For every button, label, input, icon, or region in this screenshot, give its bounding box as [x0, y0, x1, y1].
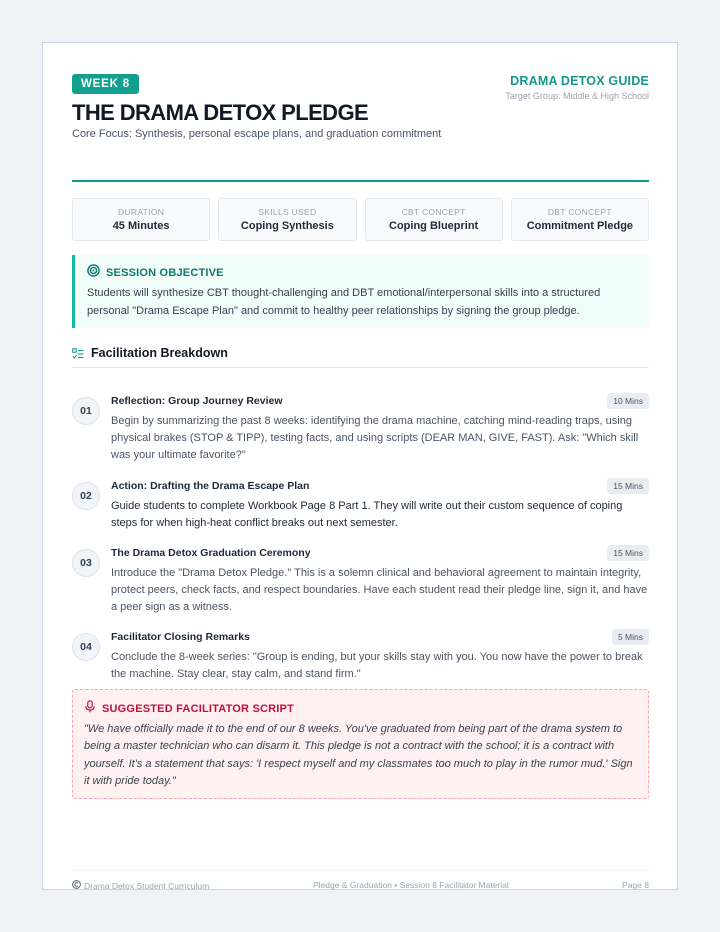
copyright-icon: [72, 880, 81, 891]
step-duration-badge: 15 Mins: [607, 545, 649, 561]
microphone-icon: [84, 700, 96, 718]
stat-card-cbt: [365, 198, 503, 241]
stat-label: CBT CONCEPT: [401, 207, 466, 217]
stat-value: Coping Blueprint: [389, 220, 479, 232]
stat-card-dbt: [511, 198, 649, 241]
step-title: The Drama Detox Graduation Ceremony: [111, 547, 311, 559]
section-title: Facilitation Breakdown: [91, 346, 228, 360]
footer-left: [72, 880, 209, 891]
objective-header: [87, 264, 637, 282]
objective-body: Students will synthesize CBT thought-challenging and DBT emotional/interpersonal skills into a structured personal "Drama Escape Plan" and commit to healthy peer relationships by signing the group pledge.: [87, 287, 601, 317]
step-description: Guide students to complete Workbook Page 8 Part 1. They will write out their custom sequence of coping steps for when high-heat conflict breaks out next semester.: [111, 500, 623, 530]
stat-card-skills: [218, 198, 356, 241]
objective-title: SESSION OBJECTIVE: [106, 267, 224, 279]
stat-label: SKILLS USED: [258, 207, 317, 217]
page-content: [72, 74, 649, 891]
target-group: Target Group: Middle & High School: [505, 91, 649, 101]
step-title: Facilitator Closing Remarks: [111, 631, 250, 643]
step-duration-badge: 5 Mins: [612, 629, 649, 645]
page-number: Page 8: [622, 880, 649, 890]
section-heading: [72, 346, 649, 368]
facilitator-script: [72, 689, 649, 799]
page-header: [72, 74, 649, 182]
step-title: Reflection: Group Journey Review: [111, 395, 283, 407]
stat-label: DURATION: [118, 207, 165, 217]
stat-value: Commitment Pledge: [526, 220, 634, 232]
page-title: THE DRAMA DETOX PLEDGE: [72, 100, 369, 125]
step-title: Action: Drafting the Drama Escape Plan: [111, 480, 310, 492]
session-objective: [72, 255, 649, 328]
footer-curriculum: Drama Detox Student Curriculum: [84, 880, 210, 891]
stat-value: 45 Minutes: [112, 220, 170, 232]
step-duration-badge: 10 Mins: [607, 393, 649, 409]
document-page: [42, 42, 678, 890]
list-checks-icon: [72, 347, 84, 365]
step-description: Conclude the 8-week series: "Group is ending, but your skills stay with you. You now have the power to break the machine. Stay clear, stay calm, and stand firm.": [111, 651, 643, 681]
step-description: Begin by summarizing the past 8 weeks: identifying the drama machine, catching mind-reading traps, using physical brakes (STOP & TIPP), testing facts, and using scripts (DEAR MAN, GIVE, FAST). Ask: "Which skill was your ultimate favorite?": [111, 415, 639, 462]
step-number: 03: [72, 549, 100, 577]
stat-value: Coping Synthesis: [240, 220, 334, 232]
footer-session: Pledge & Graduation • Session 8 Facilitator Material: [313, 880, 509, 890]
step-number: 02: [72, 482, 100, 510]
script-body: "We have officially made it to the end of our 8 weeks. You've graduated from being part of the drama system to being a master technician who can disarm it. This pledge is not a contract with the school; it is a contract with yourself. It's a statement that says: 'I respect myself and my classmates too much to play in the rumor mud.' Sign it with pride today.": [84, 723, 633, 788]
page-footer: [72, 870, 649, 894]
step-number: 01: [72, 397, 100, 425]
step-duration-badge: 15 Mins: [607, 478, 649, 494]
target-icon: [87, 264, 100, 282]
stat-cards: [72, 198, 649, 241]
script-header: [84, 700, 637, 718]
step-description: Introduce the "Drama Detox Pledge." This is a solemn clinical and behavioral agreement to maintain integrity, protect peers, check facts, and respect boundaries. Have each student read their pledge line, sign it, and have a peer sign as a witness.: [111, 567, 648, 614]
step-number: 04: [72, 633, 100, 661]
stat-label: DBT CONCEPT: [547, 207, 612, 217]
week-badge: WEEK 8: [72, 74, 139, 94]
script-title: SUGGESTED FACILITATOR SCRIPT: [102, 703, 294, 715]
stat-card-duration: [72, 198, 210, 241]
guide-title: DRAMA DETOX GUIDE: [510, 74, 649, 88]
page-subtitle: Core Focus: Synthesis, personal escape plans, and graduation commitment: [72, 128, 442, 140]
